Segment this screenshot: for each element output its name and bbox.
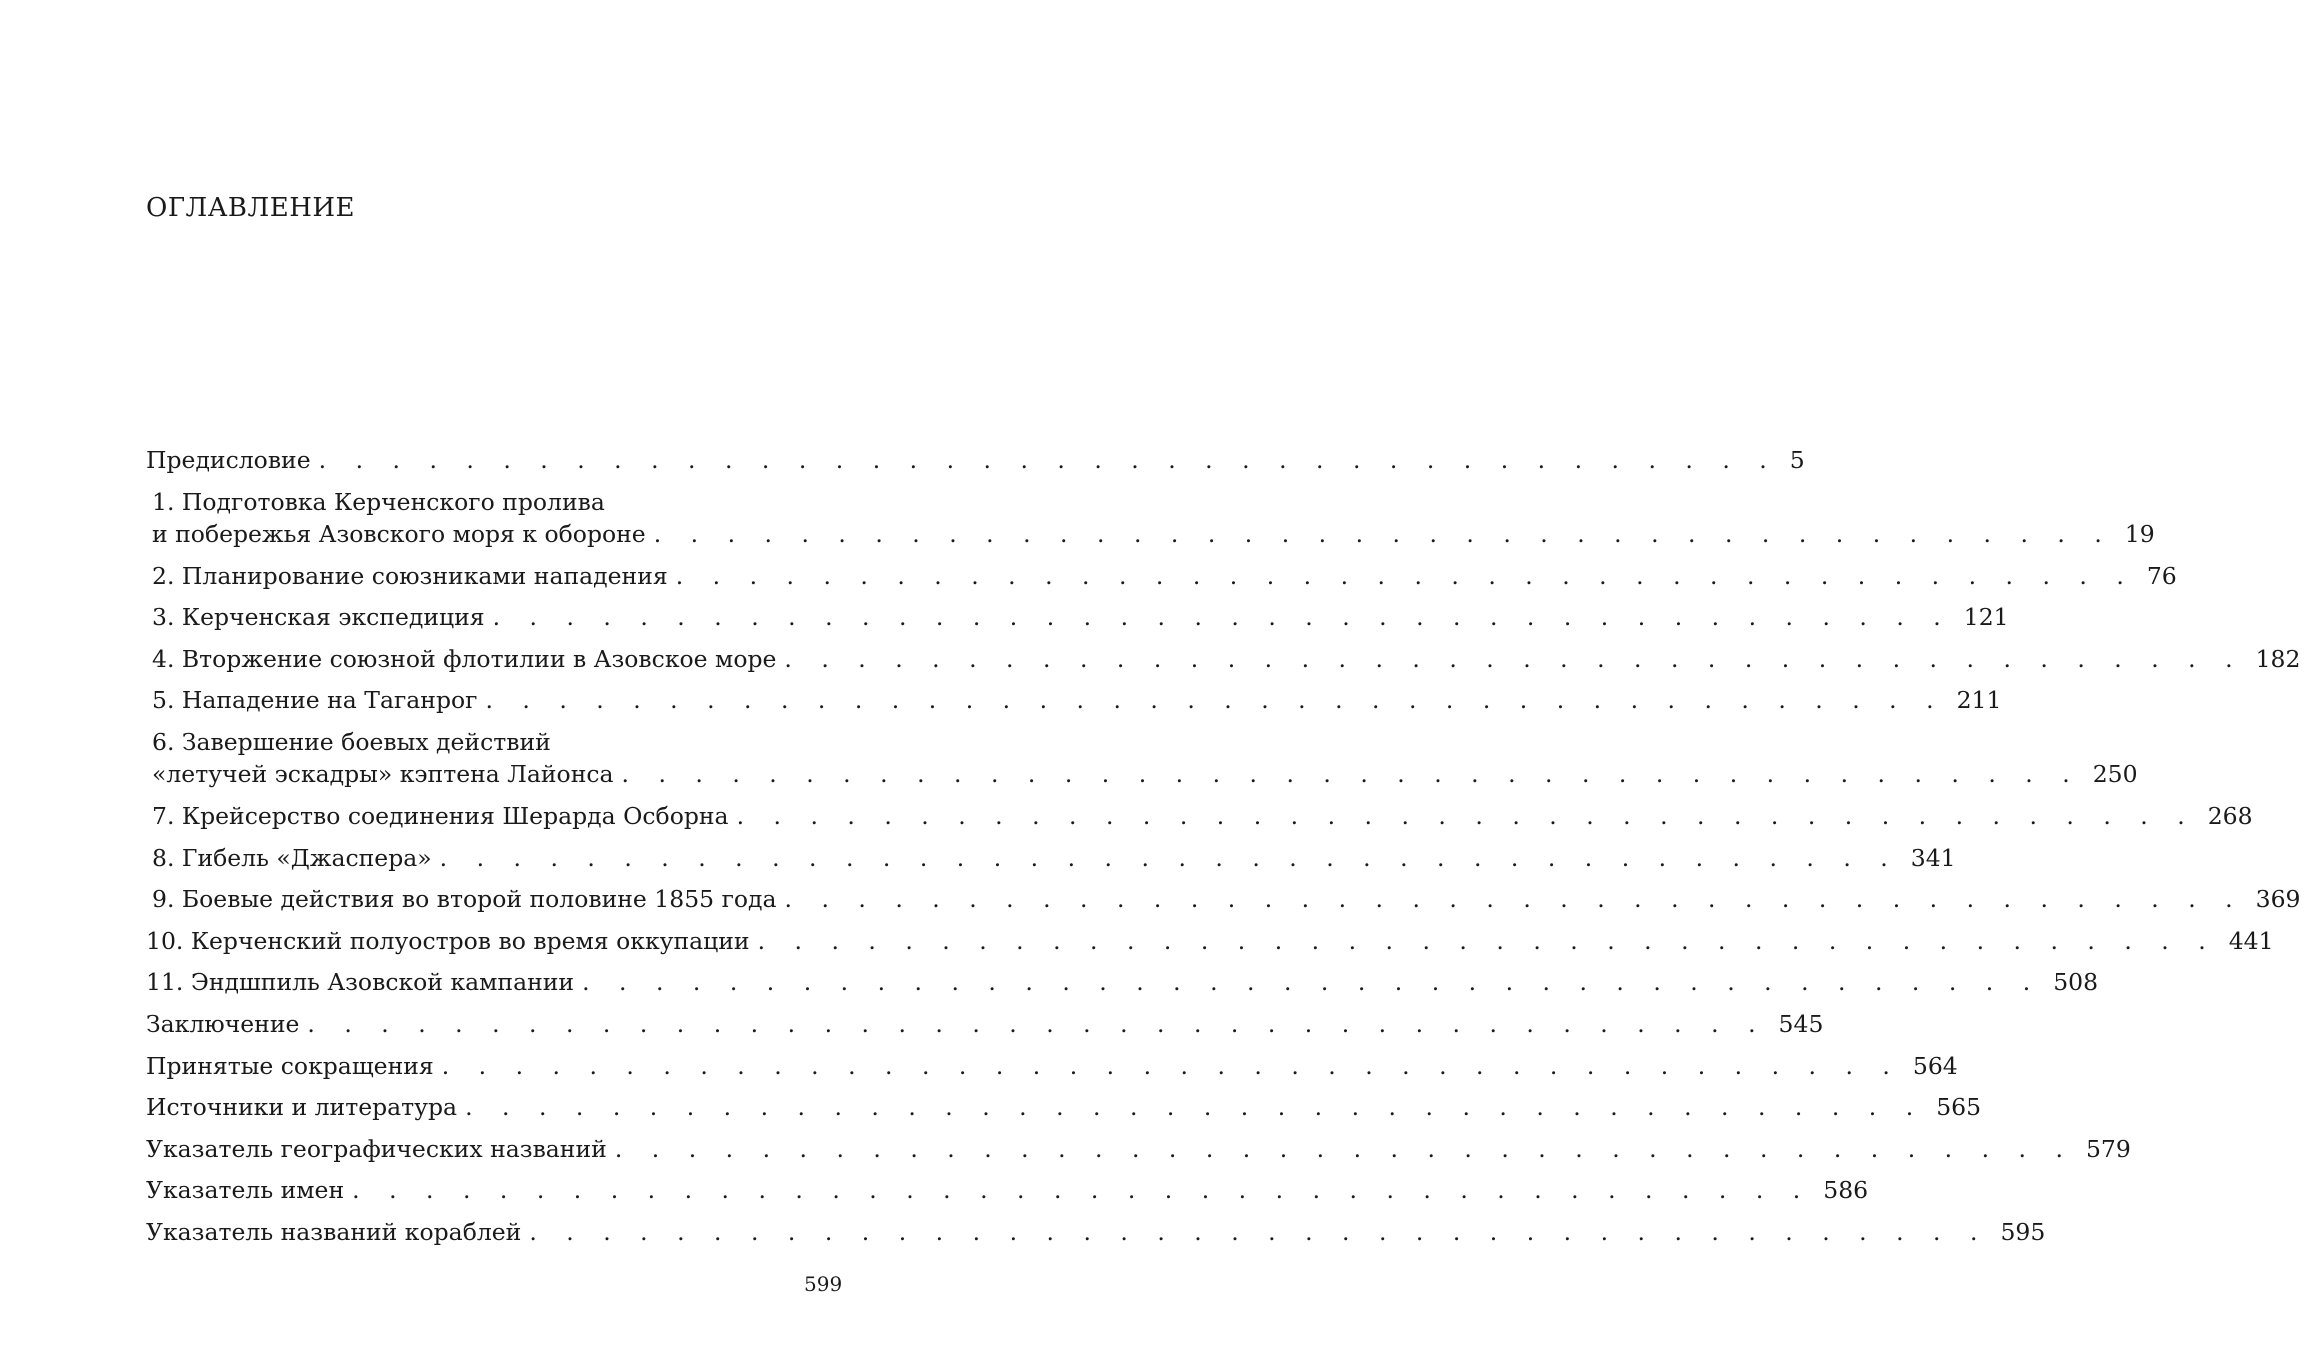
toc-entry-page: 564: [1912, 1052, 1958, 1080]
toc-entry-title: 3. Керченская экспедиция: [152, 603, 485, 631]
toc-entry-page: 250: [2092, 760, 2138, 788]
toc-entry-page: 341: [1910, 844, 1956, 872]
leader-dots: . . . . . . . . . . . . . . . . . . . . . . . . . . . . . . . . . . . . . . . .: [441, 1052, 1901, 1080]
toc-entry-conclusion[interactable]: [146, 1008, 1824, 1040]
toc-entry-chapter-6[interactable]: [152, 726, 2138, 790]
toc-entry-title: Принятые сокращения: [146, 1052, 434, 1080]
toc-entry-title: 10. Керченский полуостров во время оккупации: [146, 927, 750, 955]
toc-entry-page: 268: [2207, 802, 2253, 830]
toc-entry-abbreviations[interactable]: [146, 1050, 1958, 1082]
toc-entry-page: 76: [2146, 562, 2177, 590]
toc-entry-title: Заключение: [146, 1010, 300, 1038]
toc-entry-chapter-5[interactable]: [152, 684, 2002, 716]
leader-dots: . . . . . . . . . . . . . . . . . . . . . . . . . . . . . . . . . . . . . . . .: [784, 885, 2244, 913]
toc-entry-sources[interactable]: [146, 1091, 1982, 1123]
toc-entry-page: 565: [1936, 1093, 1982, 1121]
toc-entry-chapter-8[interactable]: [152, 842, 1956, 874]
toc-entry-page: 211: [1956, 686, 2002, 714]
leader-dots: . . . . . . . . . . . . . . . . . . . . . . . . . . . . . . . . . . . . . . . .: [318, 446, 1778, 474]
toc-entry-title-line1: 1. Подготовка Керченского пролива: [152, 488, 605, 516]
toc-entry-title: 7. Крейсерство соединения Шерарда Осборна: [152, 802, 729, 830]
leader-dots: . . . . . . . . . . . . . . . . . . . . . . . . . . . . . . . . . . . . . . . .: [675, 562, 2135, 590]
toc-entry-chapter-9[interactable]: [152, 883, 2301, 915]
toc-entry-page: 586: [1823, 1176, 1869, 1204]
toc-entry-page: 508: [2053, 968, 2099, 996]
leader-dots: . . . . . . . . . . . . . . . . . . . . . . . . . . . . . . . . . . . . . . . .: [352, 1176, 1812, 1204]
page-number: 599: [804, 1272, 843, 1296]
toc-entry-title: 9. Боевые действия во второй половине 1855 года: [152, 885, 777, 913]
toc-entry-title: «летучей эскадры» кэптена Лайонса: [152, 760, 614, 788]
leader-dots: . . . . . . . . . . . . . . . . . . . . . . . . . . . . . . . . . . . . . . . .: [582, 968, 2042, 996]
toc-entry-ship-index[interactable]: [146, 1216, 2046, 1248]
toc-entry-title: 4. Вторжение союзной флотилии в Азовское море: [152, 645, 777, 673]
leader-dots: . . . . . . . . . . . . . . . . . . . . . . . . . . . . . . . . . . . . . . . .: [529, 1218, 1989, 1246]
toc-entry-chapter-7[interactable]: [152, 800, 2253, 832]
toc-entry-title: 11. Эндшпиль Азовской кампании: [146, 968, 575, 996]
toc-entry-title-line1: 6. Завершение боевых действий: [152, 728, 551, 756]
toc-entry-page: 5: [1789, 446, 1805, 474]
toc-entry-chapter-4[interactable]: [152, 643, 2301, 675]
page-title: ОГЛАВЛЕНИЕ: [146, 193, 356, 223]
toc-entry-title: Предисловие: [146, 446, 311, 474]
toc-entry-chapter-3[interactable]: [152, 601, 2009, 633]
toc-entry-page: 441: [2228, 927, 2274, 955]
toc-entry-title: 2. Планирование союзниками нападения: [152, 562, 668, 590]
leader-dots: . . . . . . . . . . . . . . . . . . . . . . . . . . . . . . . . . . . . . . . .: [465, 1093, 1925, 1121]
toc-entry-chapter-1[interactable]: [152, 486, 2155, 550]
toc-entry-chapter-10[interactable]: [146, 925, 2274, 957]
leader-dots: . . . . . . . . . . . . . . . . . . . . . . . . . . . . . . . . . . . . . . . .: [439, 844, 1899, 872]
toc-entry-title: Указатель имен: [146, 1176, 345, 1204]
toc-entry-title: Указатель названий кораблей: [146, 1218, 522, 1246]
toc-entry-title: и побережья Азовского моря к обороне: [152, 520, 646, 548]
toc-entry-page: 19: [2124, 520, 2155, 548]
toc-entry-title: 5. Нападение на Таганрог: [152, 686, 478, 714]
leader-dots: . . . . . . . . . . . . . . . . . . . . . . . . . . . . . . . . . . . . . . . .: [653, 520, 2113, 548]
leader-dots: . . . . . . . . . . . . . . . . . . . . . . . . . . . . . . . . . . . . . . . .: [621, 760, 2081, 788]
toc-entry-page: 545: [1778, 1010, 1824, 1038]
toc-entry-page: 121: [1963, 603, 2009, 631]
toc-entry-geo-index[interactable]: [146, 1133, 2131, 1165]
toc-entry-title: 8. Гибель «Джаспера»: [152, 844, 432, 872]
toc-entry-name-index[interactable]: [146, 1174, 1869, 1206]
leader-dots: . . . . . . . . . . . . . . . . . . . . . . . . . . . . . . . . . . . . . . . .: [485, 686, 1945, 714]
leader-dots: . . . . . . . . . . . . . . . . . . . . . . . . . . . . . . . . . . . . . . . .: [757, 927, 2217, 955]
toc-entry-chapter-11[interactable]: [146, 966, 2099, 998]
toc-entry-preface[interactable]: [146, 444, 1805, 476]
leader-dots: . . . . . . . . . . . . . . . . . . . . . . . . . . . . . . . . . . . . . . . .: [492, 603, 1952, 631]
toc-entry-page: 595: [2000, 1218, 2046, 1246]
leader-dots: . . . . . . . . . . . . . . . . . . . . . . . . . . . . . . . . . . . . . . . .: [784, 645, 2244, 673]
leader-dots: . . . . . . . . . . . . . . . . . . . . . . . . . . . . . . . . . . . . . . . .: [736, 802, 2196, 830]
toc-entry-page: 369: [2255, 885, 2301, 913]
leader-dots: . . . . . . . . . . . . . . . . . . . . . . . . . . . . . . . . . . . . . . . .: [307, 1010, 1767, 1038]
toc-entry-title: Указатель географических названий: [146, 1135, 607, 1163]
leader-dots: . . . . . . . . . . . . . . . . . . . . . . . . . . . . . . . . . . . . . . . .: [614, 1135, 2074, 1163]
toc-entry-title: Источники и литература: [146, 1093, 458, 1121]
toc-entry-page: 579: [2085, 1135, 2131, 1163]
toc-entry-page: 182: [2255, 645, 2301, 673]
toc-entry-chapter-2[interactable]: [152, 560, 2177, 592]
